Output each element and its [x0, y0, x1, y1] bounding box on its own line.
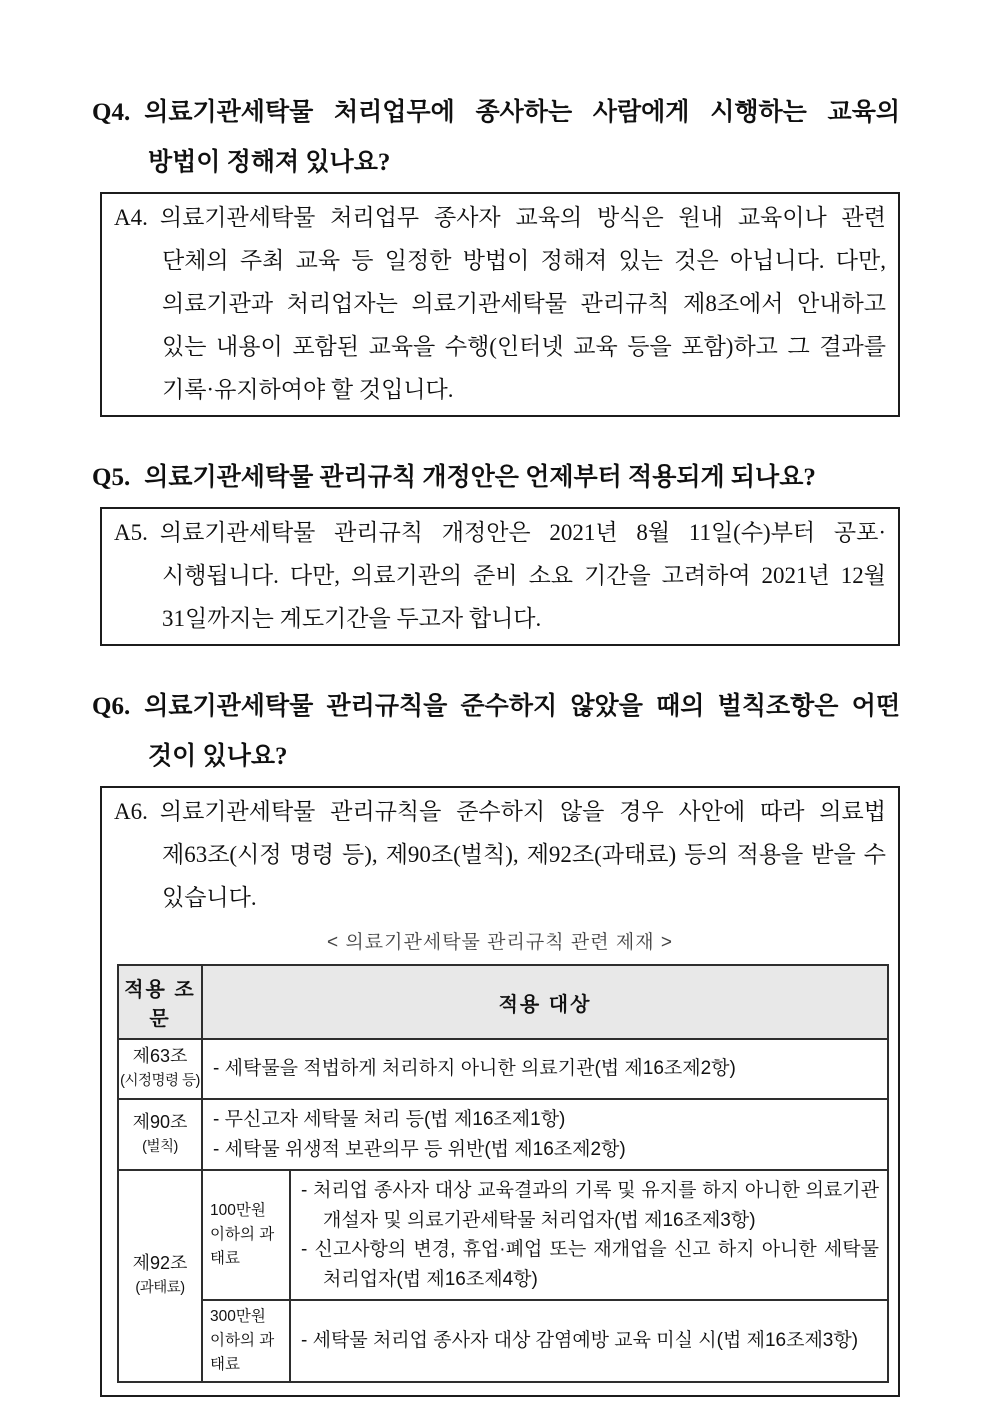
question-q4-label: Q4.	[92, 99, 131, 126]
answer-a4-paragraph	[114, 196, 886, 411]
table-header-target: 적용 대상	[202, 965, 888, 1039]
answer-a5-box	[100, 507, 900, 646]
list-item: - 신고사항의 변경, 휴업·폐업 또는 재개업을 신고 하지 아니한 세탁물 처리업자(법 제16조제4항)	[301, 1239, 879, 1290]
answer-a5-text: 의료기관세탁물 관리규칙 개정안은 2021년 8월 11일(수)부터 공포·시행됩니다. 다만, 의료기관의 준비 소요 기간을 고려하여 2021년 12월 31일까지는 계도기간을 두고자 합니다.	[159, 520, 886, 631]
answer-a5-label: A5.	[114, 520, 148, 545]
question-q5-heading	[92, 453, 900, 503]
fine-300-line1: 300만원	[210, 1308, 266, 1325]
article63-cell	[118, 1039, 202, 1099]
fine-100-target-cell	[290, 1170, 888, 1300]
fine-100-line2: 이하의 과태료	[210, 1226, 275, 1267]
sanction-table-caption: < 의료기관세탁물 관리규칙 관련 제재 >	[327, 932, 673, 953]
article63-note: (시정명령 등)	[120, 1073, 200, 1089]
table-header-row	[118, 965, 888, 1039]
qa-item-q6	[92, 682, 900, 1397]
answer-a6-box	[100, 786, 900, 1397]
table-row-article92-sub1	[118, 1170, 888, 1300]
fine-300-cell	[202, 1300, 290, 1382]
question-q6-text: 의료기관세탁물 관리규칙을 준수하지 않았을 때의 벌칙조항은 어떤 것이 있나요?	[144, 693, 900, 770]
answer-a4-text: 의료기관세탁물 처리업무 종사자 교육의 방식은 원내 교육이나 관련 단체의 주최 교육 등 일정한 방법이 정해져 있는 것은 아닙니다. 다만, 의료기관과 처리업자는 의료기관세탁물 관리규칙 제8조에서 안내하고 있는 내용이 포함된 교육을 수행(인터넷 교육 등을 포함)하고 그 결과를 기록·유지하여야 할 것입니다.	[159, 205, 886, 402]
qa-item-q5	[92, 453, 900, 646]
answer-a6-label: A6.	[114, 799, 148, 824]
list-item: - 세탁물을 적법하게 처리하지 아니한 의료기관(법 제16조제2항)	[213, 1058, 736, 1080]
list-item: - 처리업 종사자 대상 교육결과의 기록 및 유지를 하지 아니한 의료기관 개설자 및 의료기관세탁물 처리업자(법 제16조제3항)	[301, 1180, 879, 1231]
answer-a6-paragraph	[114, 790, 886, 919]
fine-100-line1: 100만원	[210, 1202, 266, 1219]
article92-number: 제92조	[132, 1253, 188, 1273]
fine-100-cell	[202, 1170, 290, 1300]
list-item: - 무신고자 세탁물 처리 등(법 제16조제1항)	[213, 1109, 566, 1130]
article92-note: (과태료)	[135, 1280, 185, 1296]
question-q6-heading	[92, 682, 900, 782]
article63-target-cell	[202, 1039, 888, 1099]
article92-cell	[118, 1170, 202, 1382]
sanction-table	[117, 964, 889, 1383]
question-q5-text: 의료기관세탁물 관리규칙 개정안은 언제부터 적용되게 되나요?	[144, 464, 816, 491]
fine-300-target-cell	[290, 1300, 888, 1382]
list-item: - 세탁물 처리업 종사자 대상 감염예방 교육 미실 시(법 제16조제3항)	[301, 1330, 859, 1352]
question-q6-label: Q6.	[92, 693, 131, 720]
qa-item-q4	[92, 88, 900, 417]
question-q5-label: Q5.	[92, 464, 131, 491]
answer-a6-text: 의료기관세탁물 관리규칙을 준수하지 않을 경우 사안에 따라 의료법 제63조(시정 명령 등), 제90조(벌칙), 제92조(과태료) 등의 적용을 받을 수 있습니다.	[159, 799, 886, 910]
answer-a5-paragraph	[114, 511, 886, 640]
article63-number: 제63조	[132, 1046, 188, 1066]
table-row-article63	[118, 1039, 888, 1099]
fine-300-line2: 이하의 과태료	[210, 1332, 275, 1373]
article90-target-cell	[202, 1099, 888, 1170]
question-q4-heading	[92, 88, 900, 188]
table-header-article: 적용 조문	[118, 965, 202, 1039]
answer-a4-box	[100, 192, 900, 417]
answer-a4-label: A4.	[114, 205, 148, 230]
article90-cell	[118, 1099, 202, 1170]
question-q4-text: 의료기관세탁물 처리업무에 종사하는 사람에게 시행하는 교육의 방법이 정해져 있나요?	[144, 99, 900, 176]
table-row-article90	[118, 1099, 888, 1170]
list-item: - 세탁물 위생적 보관의무 등 위반(법 제16조제2항)	[213, 1138, 626, 1160]
article90-number: 제90조	[132, 1111, 188, 1132]
article90-note: (벌칙)	[142, 1138, 178, 1155]
table-row-article92-sub2	[118, 1300, 888, 1382]
